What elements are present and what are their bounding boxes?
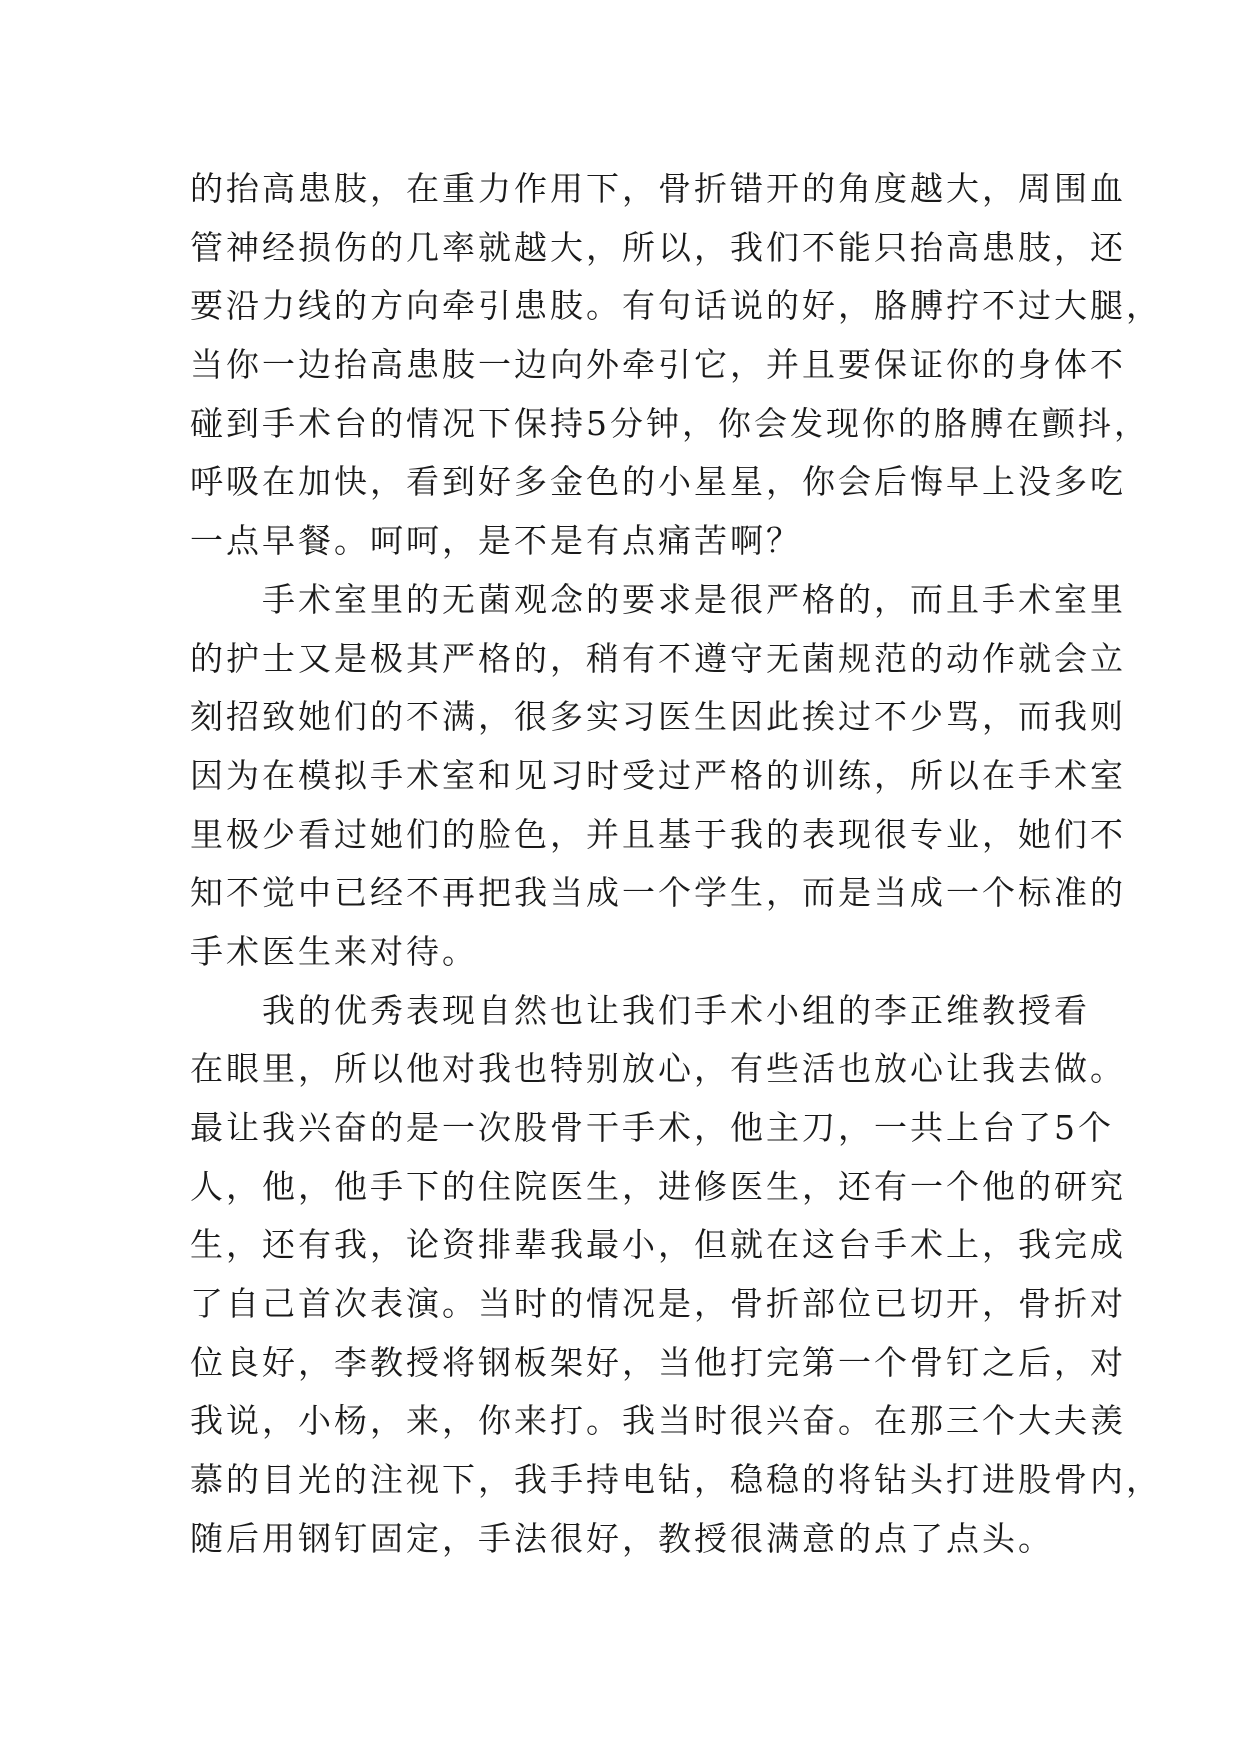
paragraph-1 — [190, 160, 1162, 571]
text-line: 知不觉中已经不再把我当成一个学生，而是当成一个标准的 — [190, 873, 1126, 913]
paragraph-3 — [190, 982, 1162, 1569]
text-line: 呼吸在加快，看到好多金色的小星星，你会后悔早上没多吃 — [190, 462, 1126, 502]
text-line: 随后用钢钉固定，手法很好，教授很满意的点了点头。 — [190, 1518, 1054, 1558]
text-line: 了自己首次表演。当时的情况是，骨折部位已切开，骨折对 — [190, 1284, 1126, 1324]
text-line: 在眼里，所以他对我也特别放心，有些活也放心让我去做。 — [190, 1049, 1126, 1089]
text-line: 慕的目光的注视下，我手持电钻，稳稳的将钻头打进股骨内， — [190, 1460, 1162, 1500]
text-line: 我说，小杨，来，你来打。我当时很兴奋。在那三个大夫羡 — [190, 1401, 1126, 1441]
text-line: 手术医生来对待。 — [190, 931, 478, 971]
text-line: 最让我兴奋的是一次股骨干手术，他主刀，一共上台了5个 — [190, 1108, 1114, 1147]
text-line: 人，他，他手下的住院医生，进修医生，还有一个他的研究 — [190, 1166, 1126, 1206]
text-line: 一点早餐。呵呵，是不是有点痛苦啊？ — [190, 521, 802, 561]
text-line: 碰到手术台的情况下保持5分钟，你会发现你的胳膊在颤抖， — [190, 403, 1150, 443]
text-line: 里极少看过她们的脸色，并且基于我的表现很专业，她们不 — [190, 814, 1126, 854]
text-line: 的抬高患肢，在重力作用下，骨折错开的角度越大，周围血 — [190, 169, 1126, 208]
text-line: 位良好，李教授将钢板架好，当他打完第一个骨钉之后，对 — [190, 1342, 1126, 1382]
text-line: 当你一边抬高患肢一边向外牵引它，并且要保证你的身体不 — [190, 345, 1126, 385]
text-line: 我的优秀表现自然也让我们手术小组的李正维教授看 — [190, 990, 1090, 1030]
text-line: 要沿力线的方向牵引患肢。有句话说的好，胳膊拧不过大腿， — [190, 286, 1162, 326]
text-line: 生，还有我，论资排辈我最小，但就在这台手术上，我完成 — [190, 1225, 1126, 1265]
text-line: 的护士又是极其严格的，稍有不遵守无菌规范的动作就会立 — [190, 638, 1126, 678]
paragraph-2 — [190, 571, 1126, 982]
text-line: 刻招致她们的不满，很多实习医生因此挨过不少骂，而我则 — [190, 697, 1126, 737]
text-line: 手术室里的无菌观念的要求是很严格的，而且手术室里 — [190, 579, 1126, 619]
document-body — [190, 160, 1162, 1569]
text-line: 管神经损伤的几率就越大，所以，我们不能只抬高患肢，还 — [190, 227, 1126, 267]
text-line: 因为在模拟手术室和见习时受过严格的训练，所以在手术室 — [190, 755, 1126, 795]
